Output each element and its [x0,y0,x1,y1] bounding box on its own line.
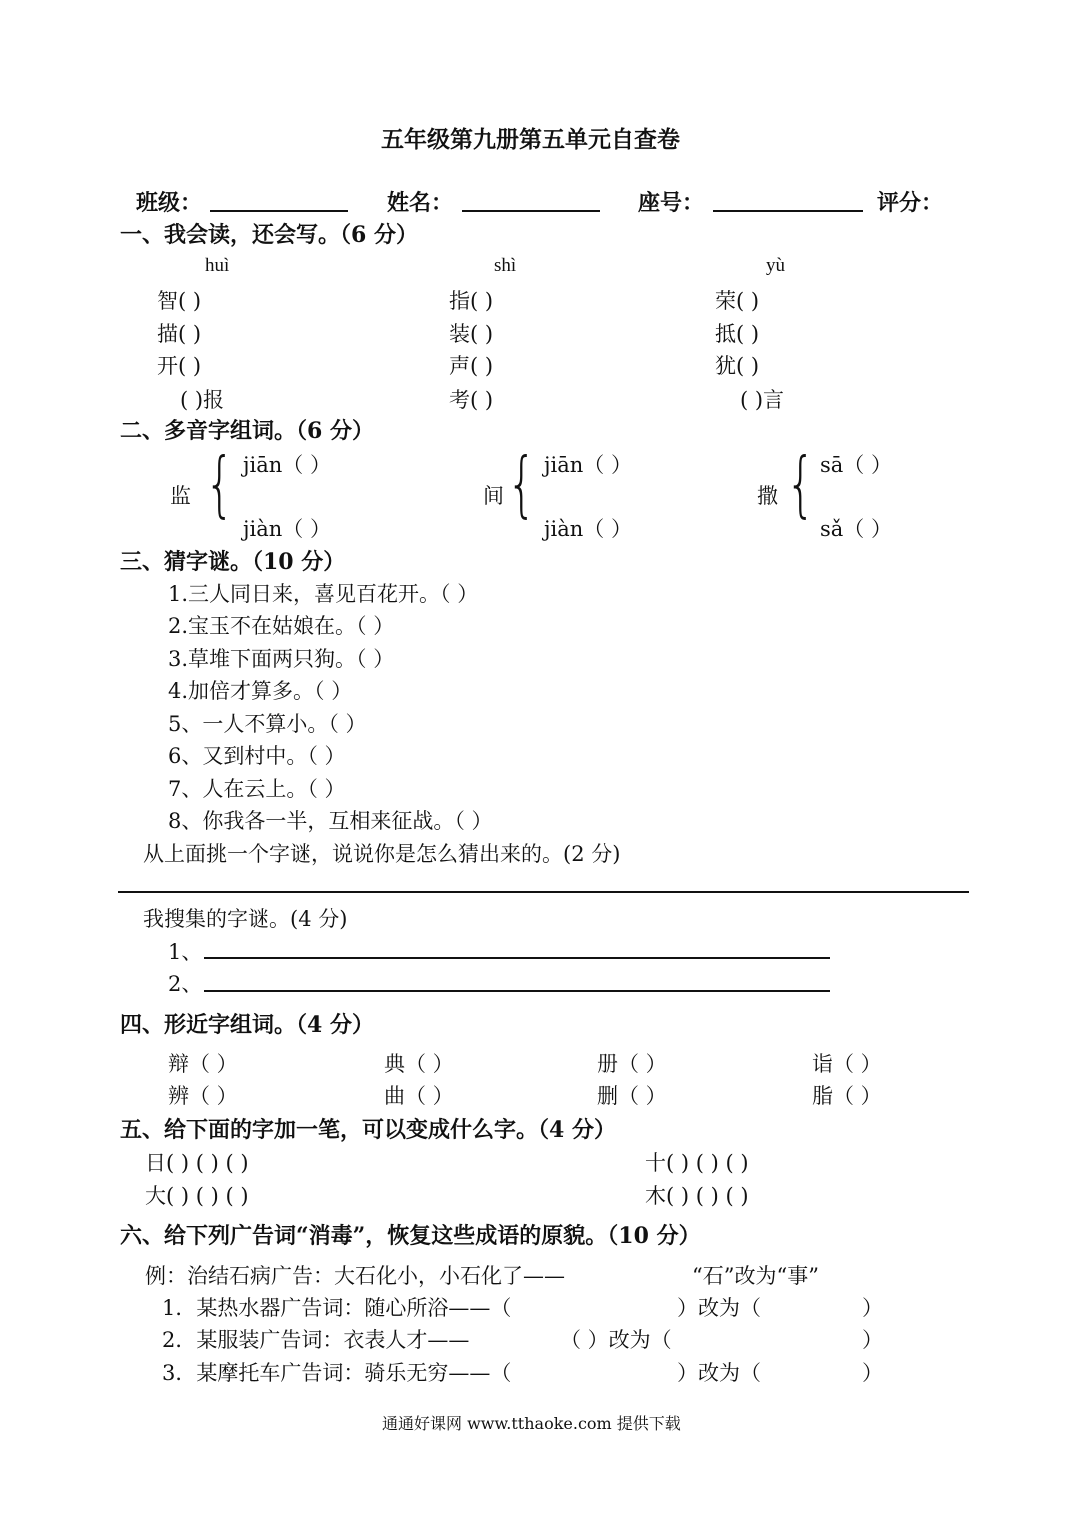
pinyin-yu: yù [766,255,785,276]
section-3-heading: 三、猜字谜。（10 分） [120,549,346,575]
idiom-item-end[interactable]: ） [862,1361,883,1385]
idiom-item-mid[interactable]: ）改为（ [677,1361,761,1385]
riddle-item[interactable]: 6、又到村中。（ ） [168,744,346,768]
s1-item[interactable]: 描( ) [157,322,202,346]
polyphone-bottom[interactable]: jiàn（ ） [243,517,331,541]
similar-char-item[interactable]: 诣（ ） [812,1052,882,1076]
polyphone-top[interactable]: jiān（ ） [243,453,331,477]
similar-char-item[interactable]: 曲（ ） [384,1084,454,1108]
s1-item[interactable]: 开( ) [157,354,202,378]
idiom-item-end[interactable]: ） [862,1296,883,1320]
seat-field-line[interactable] [713,210,863,212]
s1-item[interactable]: 声( ) [449,354,494,378]
page-title: 五年级第九册第五单元自查卷 [381,126,680,153]
similar-char-item[interactable]: 脂（ ） [812,1084,882,1108]
idiom-item: 2．某服装广告词：衣表人才—— [162,1328,470,1352]
riddle-item[interactable]: 2.宝玉不在姑娘在。（ ） [168,614,395,638]
polyphone-char: 撒 [757,484,778,508]
polyphone-char: 间 [483,484,504,508]
s1-item[interactable]: 装( ) [449,322,494,346]
add-stroke-item[interactable]: 木( ) ( ) ( ) [645,1184,749,1208]
section-1-heading: 一、我会读，还会写。（6 分） [120,222,418,248]
riddle-item[interactable]: 4.加倍才算多。（ ） [168,679,353,703]
idiom-item-mid[interactable]: （ ）改为（ [560,1328,672,1352]
polyphone-top[interactable]: sā（ ） [820,453,892,477]
footer-text: 通通好课网 www.tthaoke.com 提供下载 [382,1414,681,1433]
similar-char-item[interactable]: 辩（ ） [168,1052,238,1076]
section-6-heading: 六、给下列广告词“消毒”，恢复这些成语的原貌。（10 分） [120,1223,701,1249]
section-5-heading: 五、给下面的字加一笔，可以变成什么字。（4 分） [120,1117,616,1143]
polyphone-top[interactable]: jiān（ ） [544,453,632,477]
section-2-heading: 二、多音字组词。（6 分） [120,418,374,444]
polyphone-bottom[interactable]: sǎ（ ） [820,517,892,541]
s1-item[interactable]: 犹( ) [715,354,760,378]
add-stroke-item[interactable]: 日( ) ( ) ( ) [145,1151,249,1175]
riddle-item[interactable]: 5、一人不算小。（ ） [168,712,367,736]
collect-item-line[interactable] [204,990,830,992]
s1-item[interactable]: 智( ) [157,289,202,313]
brace-icon: { [786,441,816,526]
pinyin-shi: shì [494,255,517,276]
class-field-line[interactable] [210,210,348,212]
s1-item[interactable]: 荣( ) [715,289,760,313]
s1-item[interactable]: 抵( ) [715,322,760,346]
score-label: 评分： [877,190,944,216]
similar-char-item[interactable]: 删（ ） [597,1084,667,1108]
riddle-collect-prompt: 我搜集的字谜。(4 分) [143,907,348,931]
idiom-item-end[interactable]: ） [862,1328,883,1352]
s1-item[interactable]: 指( ) [449,289,494,313]
add-stroke-item[interactable]: 十( ) ( ) ( ) [645,1151,749,1175]
example-answer: “石”改为“事” [692,1264,819,1288]
brace-icon: { [507,441,537,526]
collect-item-line[interactable] [204,957,830,959]
polyphone-bottom[interactable]: jiàn（ ） [544,517,632,541]
riddle-explain-line[interactable] [118,891,969,893]
idiom-item: 3．某摩托车广告词：骑乐无穷——（ [162,1361,512,1385]
similar-char-item[interactable]: 辨（ ） [168,1084,238,1108]
s1-item[interactable]: ( )言 [740,388,785,412]
pinyin-hui: huì [205,255,230,276]
example-text: 例：治结石病广告：大石化小，小石化了—— [145,1264,565,1288]
s1-item[interactable]: 考( ) [449,388,494,412]
class-label: 班级： [136,190,203,216]
riddle-explain-prompt: 从上面挑一个字谜，说说你是怎么猜出来的。(2 分) [143,842,621,866]
riddle-item[interactable]: 8、你我各一半，互相来征战。（ ） [168,809,493,833]
similar-char-item[interactable]: 典（ ） [384,1052,454,1076]
brace-icon: { [205,441,235,526]
idiom-item: 1．某热水器广告词：随心所浴——（ [162,1296,512,1320]
riddle-item[interactable]: 1.三人同日来，喜见百花开。（ ） [168,582,479,606]
section-4-heading: 四、形近字组词。（4 分） [120,1012,374,1038]
seat-label: 座号： [638,190,705,216]
name-label: 姓名： [387,190,454,216]
name-field-line[interactable] [462,210,600,212]
riddle-item[interactable]: 7、人在云上。（ ） [168,777,346,801]
s1-item[interactable]: ( )报 [180,388,225,412]
similar-char-item[interactable]: 册（ ） [597,1052,667,1076]
collect-item-label: 1、 [168,940,203,964]
riddle-item[interactable]: 3.草堆下面两只狗。（ ） [168,647,395,671]
idiom-item-mid[interactable]: ）改为（ [677,1296,761,1320]
add-stroke-item[interactable]: 大( ) ( ) ( ) [145,1184,249,1208]
collect-item-label: 2、 [168,972,203,996]
polyphone-char: 监 [170,484,191,508]
